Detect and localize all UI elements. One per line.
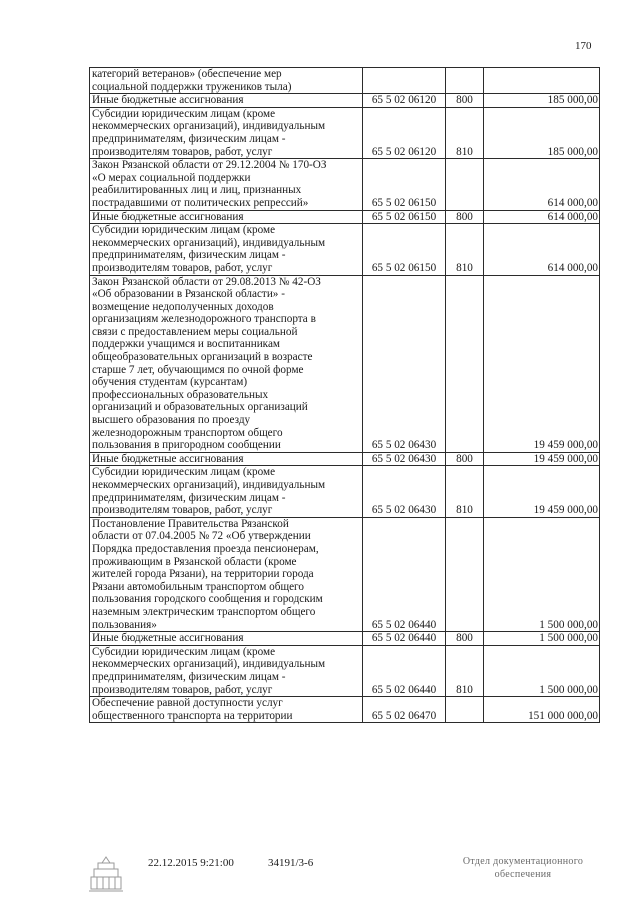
- cell-name: Субсидии юридическим лицам (кроме некоммерческих организаций), индивидуальным предпринимателям, физическим лицам - производителям товаров, работ, услуг: [90, 645, 363, 696]
- cell-expense-type: 810: [446, 645, 484, 696]
- cell-amount: 614 000,00: [484, 224, 600, 275]
- cell-target-code: 65 5 02 06440: [363, 632, 446, 646]
- table-row: [90, 210, 600, 224]
- table-row: [90, 645, 600, 696]
- cell-target-code: 65 5 02 06150: [363, 159, 446, 210]
- cell-target-code: 65 5 02 06150: [363, 210, 446, 224]
- table-row: [90, 224, 600, 275]
- cell-expense-type: [446, 697, 484, 723]
- table-row: [90, 94, 600, 108]
- cell-amount: 185 000,00: [484, 107, 600, 158]
- cell-name: Иные бюджетные ассигнования: [90, 94, 363, 108]
- cell-amount: [484, 68, 600, 94]
- cell-expense-type: [446, 68, 484, 94]
- table-row: [90, 275, 600, 452]
- cell-expense-type: 810: [446, 466, 484, 517]
- footer-department-stamp: Отдел документационного обеспечения: [462, 856, 584, 880]
- table-row: [90, 107, 600, 158]
- table-row: [90, 452, 600, 466]
- cell-target-code: 65 5 02 06120: [363, 107, 446, 158]
- footer: [88, 855, 608, 895]
- cell-target-code: 65 5 02 06430: [363, 452, 446, 466]
- cell-amount: 19 459 000,00: [484, 466, 600, 517]
- cell-amount: 614 000,00: [484, 210, 600, 224]
- cell-amount: 1 500 000,00: [484, 517, 600, 631]
- cell-name: Субсидии юридическим лицам (кроме некоммерческих организаций), индивидуальным предпринимателям, физическим лицам - производителям товаров, работ, услуг: [90, 466, 363, 517]
- cell-target-code: 65 5 02 06440: [363, 645, 446, 696]
- cell-name: Субсидии юридическим лицам (кроме некоммерческих организаций), индивидуальным предпринимателям, физическим лицам - производителям товаров, работ, услуг: [90, 107, 363, 158]
- cell-amount: 1 500 000,00: [484, 645, 600, 696]
- table-row: [90, 68, 600, 94]
- cell-name: Иные бюджетные ассигнования: [90, 452, 363, 466]
- cell-expense-type: 800: [446, 210, 484, 224]
- cell-expense-type: 800: [446, 94, 484, 108]
- cell-name: категорий ветеранов» (обеспечение мер социальной поддержки тружеников тыла): [90, 68, 363, 94]
- cell-target-code: 65 5 02 06470: [363, 697, 446, 723]
- cell-target-code: 65 5 02 06440: [363, 517, 446, 631]
- cell-expense-type: 810: [446, 107, 484, 158]
- cell-name: Иные бюджетные ассигнования: [90, 210, 363, 224]
- footer-date: 22.12.2015 9:21:00: [148, 857, 234, 869]
- footer-doc-number: 34191/3-6: [268, 857, 314, 869]
- table-row: [90, 159, 600, 210]
- cell-name: Иные бюджетные ассигнования: [90, 632, 363, 646]
- cell-amount: 185 000,00: [484, 94, 600, 108]
- cell-amount: 151 000 000,00: [484, 697, 600, 723]
- table-row: [90, 632, 600, 646]
- cell-name: Постановление Правительства Рязанской области от 07.04.2005 № 72 «Об утверждении Порядка предоставления проезда пенсионерам, проживающим в Рязанской области (кроме жителей города Рязани), на территории города Рязани автомобильным транспортом общего пользования городского сообщения и городским наземным электрическим транспортом общего пользования»: [90, 517, 363, 631]
- building-seal-icon: [88, 855, 124, 893]
- cell-amount: 19 459 000,00: [484, 275, 600, 452]
- page-number: 170: [575, 40, 592, 52]
- cell-expense-type: [446, 159, 484, 210]
- cell-name: Обеспечение равной доступности услуг общественного транспорта на территории: [90, 697, 363, 723]
- table-row: [90, 517, 600, 631]
- table-body: [90, 68, 600, 723]
- cell-target-code: 65 5 02 06120: [363, 94, 446, 108]
- cell-amount: 614 000,00: [484, 159, 600, 210]
- cell-expense-type: 810: [446, 224, 484, 275]
- cell-target-code: 65 5 02 06150: [363, 224, 446, 275]
- cell-target-code: 65 5 02 06430: [363, 275, 446, 452]
- cell-amount: 1 500 000,00: [484, 632, 600, 646]
- cell-expense-type: [446, 517, 484, 631]
- cell-name: Закон Рязанской области от 29.08.2013 № 42-ОЗ «Об образовании в Рязанской области» - возмещение недополученных доходов организациям железнодорожного транспорта в связи с предоставлением меры социальной поддержки учащимся и воспитанникам общеобразовательных организаций в возрасте старше 7 лет, обучающимся по очной форме обучения студентам (курсантам) профессиональных образовательных организаций и образовательных организаций высшего образования по проезду железнодорожным транспортом общего пользования в пригородном сообщении: [90, 275, 363, 452]
- cell-name: Закон Рязанской области от 29.12.2004 № 170-ОЗ «О мерах социальной поддержки реабилитированных лиц и лиц, признанных пострадавшими от политических репрессий»: [90, 159, 363, 210]
- cell-target-code: [363, 68, 446, 94]
- table-row: [90, 697, 600, 723]
- cell-expense-type: [446, 275, 484, 452]
- cell-name: Субсидии юридическим лицам (кроме некоммерческих организаций), индивидуальным предпринимателям, физическим лицам - производителям товаров, работ, услуг: [90, 224, 363, 275]
- cell-expense-type: 800: [446, 452, 484, 466]
- cell-expense-type: 800: [446, 632, 484, 646]
- cell-target-code: 65 5 02 06430: [363, 466, 446, 517]
- budget-table: [89, 67, 600, 723]
- table-row: [90, 466, 600, 517]
- cell-amount: 19 459 000,00: [484, 452, 600, 466]
